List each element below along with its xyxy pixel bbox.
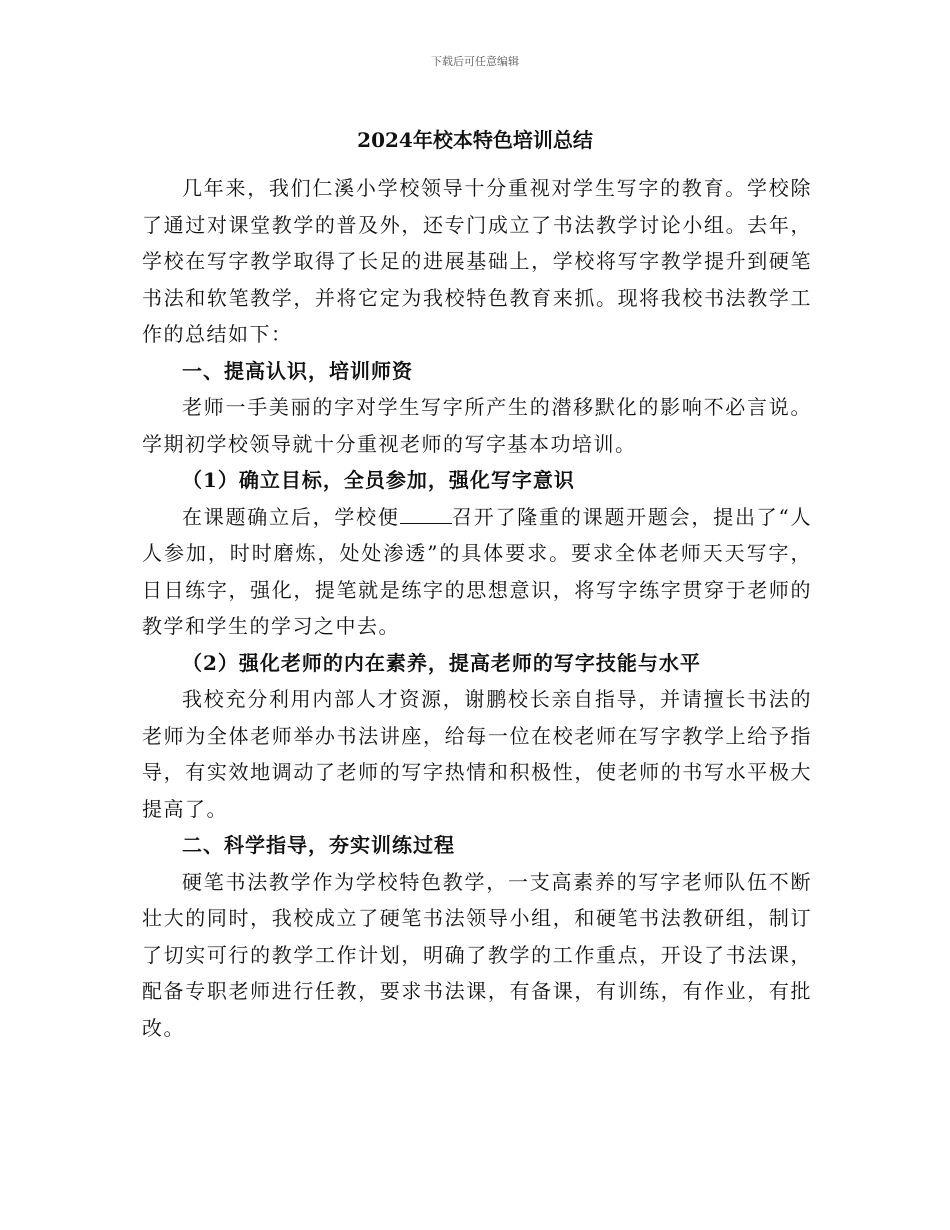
section-2-heading: 二、科学指导，夯实训练过程	[182, 833, 455, 857]
intro-paragraph: 几年来，我们仁溪小学校领导十分重视对学生写字的教育。学校除了通过对课堂教学的普及外，还专门成立了书法教学讨论小组。去年，学校在写字教学取得了长足的进展基础上，学校将写字教学提升到硬笔书法和软笔教学，并将它定为我校特色教育来抓。现将我校书法教学工作的总结如下：	[142, 176, 812, 346]
subsection-1-paragraph	[142, 499, 812, 645]
subsection-2-paragraph: 我校充分利用内部人才资源，谢鹏校长亲自指导，并请擅长书法的老师为全体老师举办书法讲座，给每一位在校老师在写字教学上给予指导，有实效地调动了老师的写字热情和积极性，使老师的书写水平极大提高了。	[142, 687, 812, 821]
section-1-heading: 一、提高认识，培训师资	[182, 358, 413, 383]
section-1-paragraph: 老师一手美丽的字对学生写字所产生的潜移默化的影响不必言说。学期初学校领导就十分重视老师的写字基本功培训。	[142, 395, 812, 456]
subsection-1-text-start: 在课题确立后，学校便	[182, 504, 400, 529]
subsection-2-heading: （2）强化老师的内在素养，提高老师的写字技能与水平	[182, 650, 701, 675]
fill-in-blank-line	[400, 505, 452, 524]
subsection-1-heading: （1）确立目标，全员参加，强化写字意识	[182, 468, 575, 492]
section-2-paragraph: 硬笔书法教学作为学校特色教学，一支高素养的写字老师队伍不断壮大的同时，我校成立了硬笔书法领导小组，和硬笔书法教研组，制订了切实可行的教学工作计划，明确了教学的工作重点，开设了书法课，配备专职老师进行任教，要求书法课，有备课，有训练，有作业，有批改。	[142, 869, 812, 1040]
header-note: 下载后可任意编辑	[431, 55, 519, 68]
document-title: 2024年校本特色培训总结	[357, 128, 593, 152]
document-body	[142, 170, 812, 1046]
subsection-1-text-end: 召开了隆重的课题开题会，提出了“人人参加，时时磨炼，处处渗透”的具体要求。要求全体老师天天写字，日日练字，强化，提笔就是练字的思想意识，将写字练字贯穿于老师的教学和学生的学习之中去。	[142, 504, 813, 638]
